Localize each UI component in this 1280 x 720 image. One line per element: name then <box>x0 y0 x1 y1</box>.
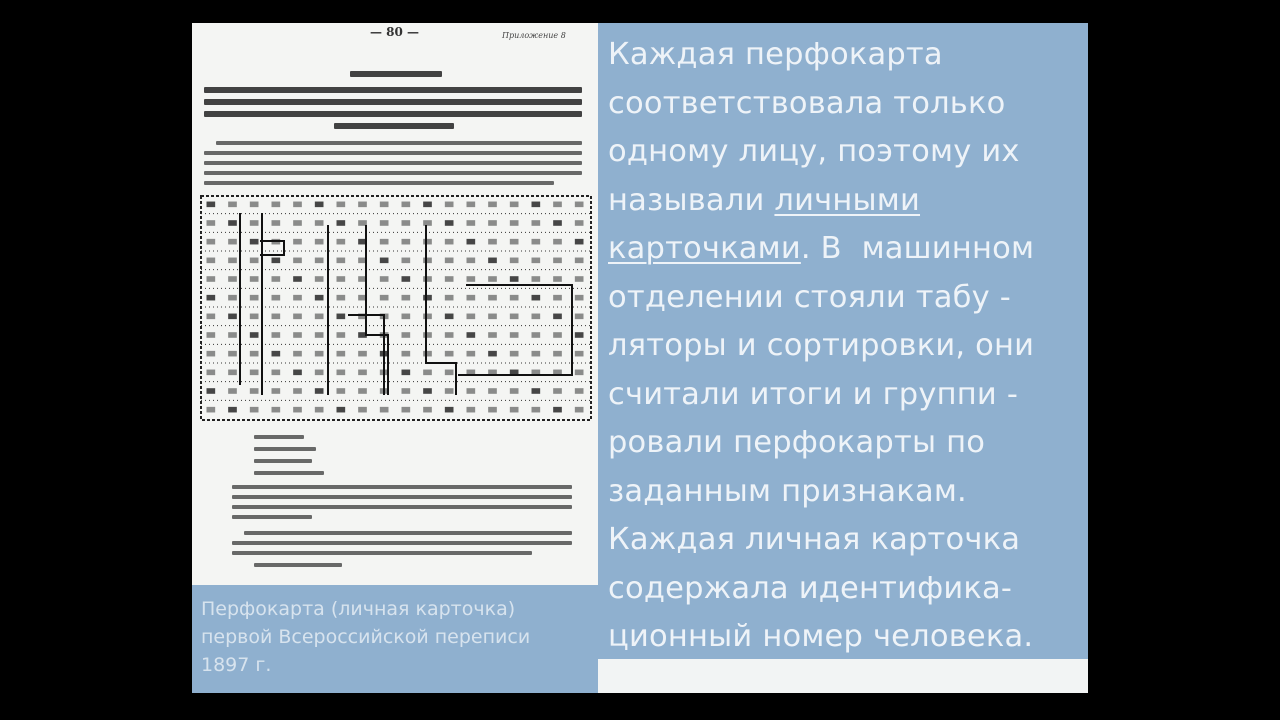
text-line: содержала идентифика- <box>608 570 1013 606</box>
main-text <box>608 31 1078 662</box>
text-line: одному лицу, поэтому их <box>608 134 1020 169</box>
text-line: Каждая личная карточка <box>608 522 1021 557</box>
text-line: соответствовала только <box>608 85 1006 121</box>
image-caption-box <box>192 585 598 693</box>
text-panel <box>598 23 1088 659</box>
image-caption <box>201 595 591 679</box>
caption-line: первой Всероссийской переписи <box>201 626 531 648</box>
text-fragment: называли <box>608 182 775 218</box>
scan-appendix-label: Приложение 8 <box>502 31 566 40</box>
underlined-term: карточками <box>608 231 801 266</box>
slide <box>192 23 1088 693</box>
text-line <box>608 177 1078 226</box>
text-line <box>608 225 1078 274</box>
underlined-term: личными <box>774 182 921 218</box>
text-line: заданным признакам. <box>608 473 967 509</box>
scan-page-number: — 80 — <box>370 25 420 39</box>
text-line: считали итоги и группи - <box>608 376 1019 412</box>
punch-card-grid <box>200 195 592 421</box>
text-fragment: . В машинном <box>800 231 1035 266</box>
text-line: Каждая перфокарта <box>608 37 943 72</box>
scanned-document <box>192 23 598 585</box>
text-line: ровали перфокарты по <box>608 425 986 460</box>
caption-line: 1897 г. <box>201 654 272 676</box>
text-line: ляторы и сортировки, они <box>608 328 1035 363</box>
slide-bottom-strip <box>598 659 1088 693</box>
text-line: ционный номер человека. <box>608 619 1034 654</box>
text-line: отделении стояли табу - <box>608 279 1011 315</box>
caption-line: Перфокарта (личная карточка) <box>201 598 516 620</box>
